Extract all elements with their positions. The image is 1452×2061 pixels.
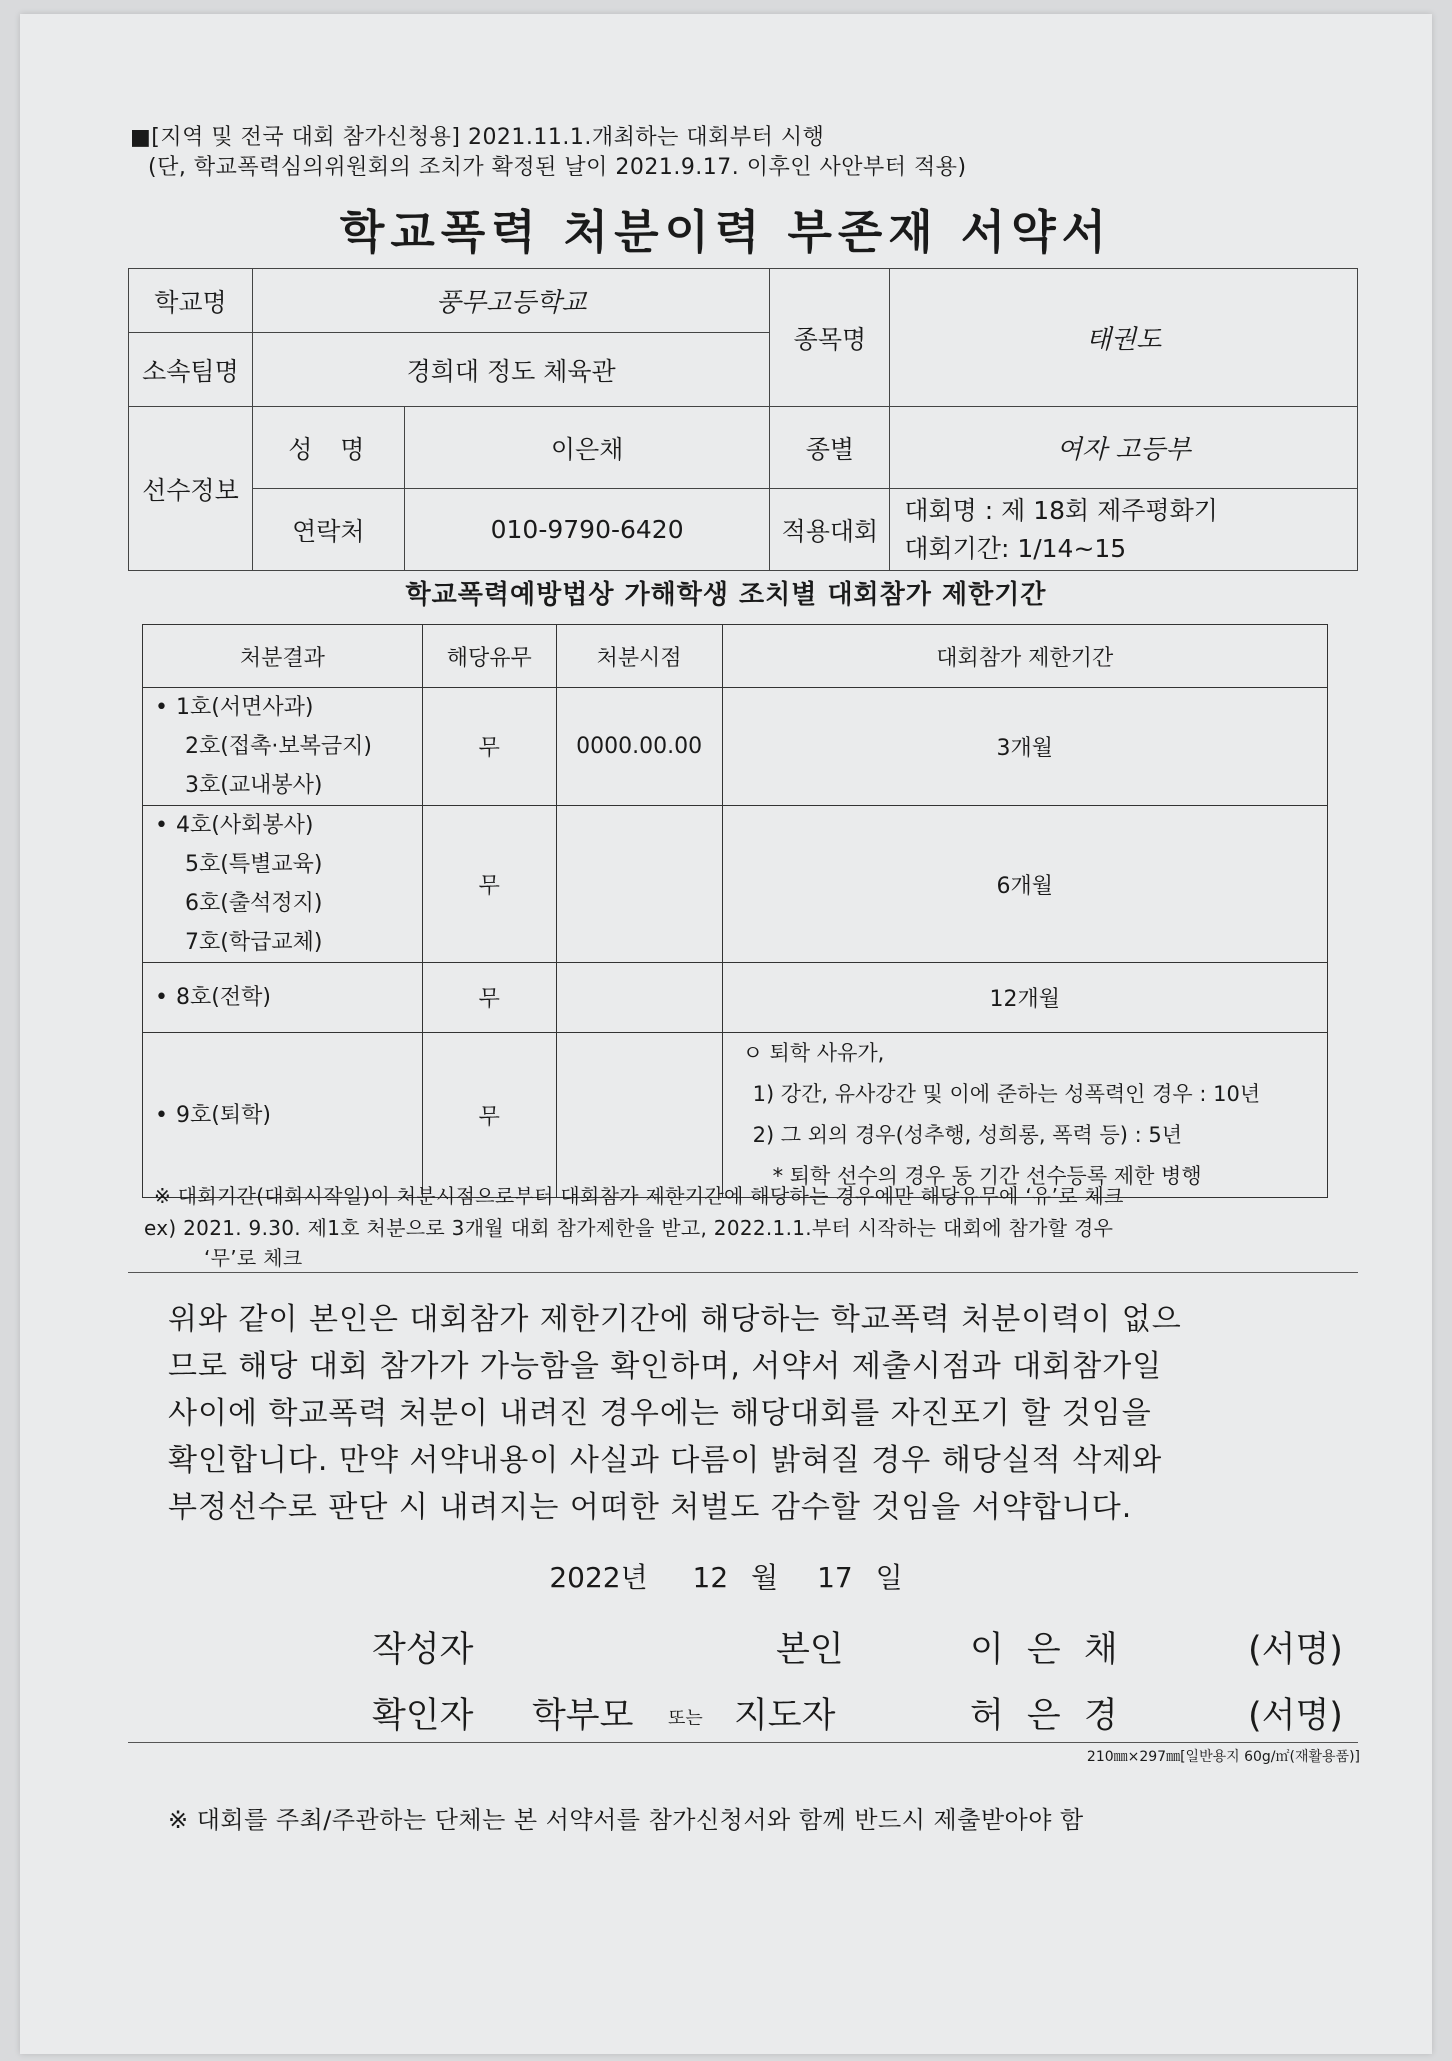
writer-sign: (서명) [1248,1630,1343,1670]
pledge-date [0,1556,1452,1596]
condition-line: 1) 강간, 유사강간 및 이에 준하는 성폭력인 경우 : 10년 [752,1082,1261,1106]
date-day-unit: 일 [875,1561,903,1594]
measure-cell: • 8호(전학) [143,963,423,1033]
school-label: 학교명 [129,269,253,333]
school-value: 풍무고등학교 [252,269,770,333]
measure-item: 7호(학급교체) [185,930,323,955]
col-header-period: 대회참가 제한기간 [722,625,1327,688]
measure-item: 2호(접촉·보복금지) [185,734,372,759]
expulsion-conditions [722,1033,1327,1198]
document-title: 학교폭력 처분이력 부존재 서약서 [339,205,1113,259]
athlete-info-table [128,268,1358,571]
phone-label: 연락처 [252,489,404,571]
footnote-example-cont: ‘무’로 체크 [204,1246,303,1270]
measure-item: 4호(사회봉사) [175,813,314,838]
name-label: 성 명 [252,407,404,489]
table-row [143,688,1328,806]
measure-item: 1호(서면사과) [175,695,314,720]
phone-value: 010-9790-6420 [404,489,770,571]
event-value: 태권도 [890,269,1358,407]
footnote-example: ex) 2021. 9.30. 제1호 처분으로 3개월 대회 참가제한을 받고, 2022.1.1.부터 시작하는 대회에 참가할 경우 [144,1216,1114,1240]
paper-spec: 210㎜×297㎜[일반용지 60g/㎡(재활용품)] [1086,1749,1360,1765]
category-value: 여자 고등부 [890,407,1358,489]
pledge-line: 부정선수로 판단 시 내려지는 어떠한 처벌도 감수할 것임을 서약합니다. [168,1490,1133,1525]
measure-item: 9호(퇴학) [175,1102,271,1128]
competition-name: 대회명 : 제 18회 제주평화기 [904,495,1218,525]
applicable-value: 무 [422,806,556,963]
col-header-date: 처분시점 [556,625,722,688]
confirmer-role-parent: 학부모 [532,1696,634,1736]
date-day: 17 [817,1561,853,1594]
divider [128,1272,1358,1273]
confirmer-label: 확인자 [372,1696,474,1736]
competition-label: 적용대회 [770,489,890,571]
condition-line: 2) 그 외의 경우(성추행, 성희롱, 폭력 등) : 5년 [752,1123,1182,1147]
confirmer-sign: (서명) [1248,1696,1343,1736]
pledge-line: 위와 같이 본인은 대회참가 제한기간에 해당하는 학교폭력 처분이력이 없으 [168,1302,1182,1337]
footnote-check-rule: ※ 대회기간(대회시작일)이 처분시점으로부터 대회참가 제한기간에 해당하는 경우에만 해당유무에 ‘유’로 체크 [154,1184,1124,1208]
divider [128,1742,1358,1743]
date-value: 0000.00.00 [556,688,722,806]
measure-cell: • 4호(사회봉사) 5호(특별교육) 6호(출석정지) 7호(학급교체) [143,806,423,963]
writer-label: 작성자 [372,1630,474,1670]
bottom-note: ※ 대회를 주최/주관하는 단체는 본 서약서를 참가신청서와 함께 반드시 제출받아야 함 [168,1806,1084,1834]
table-row [143,806,1328,963]
applicable-value: 무 [422,688,556,806]
measure-item: 3호(교내봉사) [185,773,323,798]
event-label: 종목명 [770,269,890,407]
table-row [143,1033,1328,1198]
date-value [556,963,722,1033]
measure-item: 8호(전학) [175,985,271,1010]
pledge-text [168,1296,1336,1531]
period-value: 6개월 [722,806,1327,963]
writer-role: 본인 [776,1630,844,1670]
date-value [556,1033,722,1198]
date-value [556,806,722,963]
team-value: 경희대 정도 체육관 [252,333,770,407]
applicable-value: 무 [422,1033,556,1198]
date-year: 2022년 [549,1561,648,1594]
table-row [143,963,1328,1033]
confirmer-role-coach: 지도자 [734,1696,836,1736]
period-value: 12개월 [722,963,1327,1033]
pledge-line: 사이에 학교폭력 처분이 내려진 경우에는 해당대회를 자진포기 할 것임을 [168,1396,1152,1431]
date-month-unit: 월 [751,1561,779,1594]
col-header-result: 처분결과 [143,625,423,688]
competition-period: 대회기간: 1/14~15 [904,533,1127,563]
header-note-line1: ■[지역 및 전국 대회 참가신청용] 2021.11.1.개최하는 대회부터 시행 [130,125,825,150]
applicable-value: 무 [422,963,556,1033]
player-info-label: 선수정보 [129,407,253,571]
confirmer-or: 또는 [668,1708,703,1729]
competition-cell [890,489,1358,571]
measure-item: 5호(특별교육) [185,852,323,877]
measure-item: 6호(출석정지) [185,891,323,916]
condition-line: * 퇴학 선수의 경우 동 기간 선수등록 제한 병행 [772,1164,1202,1188]
period-value: 3개월 [722,688,1327,806]
condition-line: ㅇ 퇴학 사유가, [742,1041,885,1065]
header-note-line2: (단, 학교폭력심의위원회의 조치가 확정된 날이 2021.9.17. 이후인 사안부터 적용) [148,155,967,180]
measure-cell: • 1호(서면사과) 2호(접촉·보복금지) 3호(교내봉사) [143,688,423,806]
name-value: 이은채 [404,407,770,489]
restriction-subtitle: 학교폭력예방법상 가해학생 조치별 대회참가 제한기간 [405,580,1047,610]
restriction-table [142,624,1328,1198]
measure-cell: • 9호(퇴학) [143,1033,423,1198]
pledge-line: 확인합니다. 만약 서약내용이 사실과 다름이 밝혀질 경우 해당실적 삭제와 [168,1443,1163,1478]
team-label: 소속팀명 [129,333,253,407]
date-month: 12 [692,1561,729,1594]
confirmer-name: 허 은 경 [970,1696,1124,1736]
writer-name: 이 은 채 [970,1630,1124,1670]
pledge-line: 므로 해당 대회 참가가 가능함을 확인하며, 서약서 제출시점과 대회참가일 [168,1349,1163,1384]
col-header-applicable: 해당유무 [422,625,556,688]
category-label: 종별 [770,407,890,489]
